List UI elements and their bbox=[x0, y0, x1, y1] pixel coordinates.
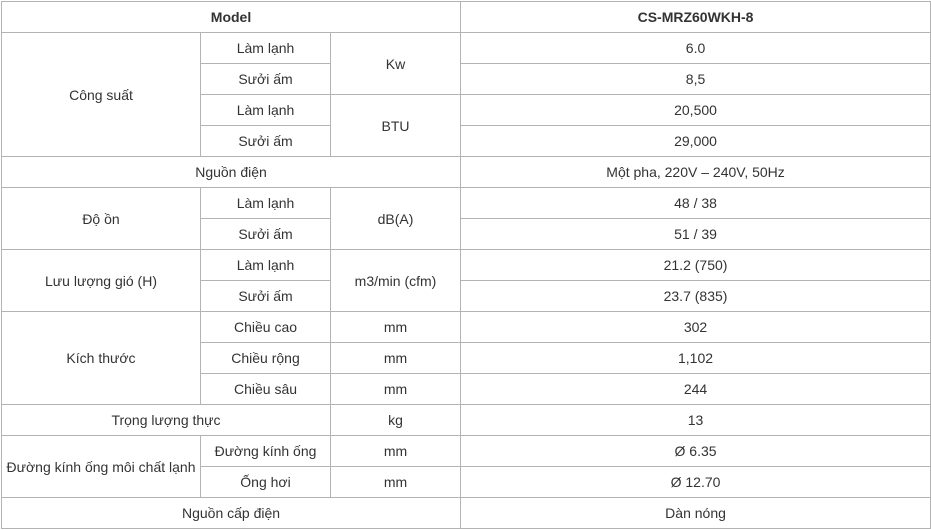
airflow-unit: m3/min (cfm) bbox=[331, 250, 461, 312]
pipe-label: Đường kính ống môi chất lạnh bbox=[2, 436, 201, 498]
airflow-cooling-value: 21.2 (750) bbox=[461, 250, 931, 281]
table-row bbox=[2, 33, 931, 64]
noise-heating-value: 51 / 39 bbox=[461, 219, 931, 250]
pipe-liquid-value: Ø 6.35 bbox=[461, 436, 931, 467]
dimensions-unit: mm bbox=[331, 312, 461, 343]
noise-cooling-label: Làm lạnh bbox=[201, 188, 331, 219]
power-source-value: Một pha, 220V – 240V, 50Hz bbox=[461, 157, 931, 188]
capacity-kw-cooling: 6.0 bbox=[461, 33, 931, 64]
pipe-gas-value: Ø 12.70 bbox=[461, 467, 931, 498]
dimensions-depth-label: Chiều sâu bbox=[201, 374, 331, 405]
capacity-cooling-label: Làm lạnh bbox=[201, 33, 331, 64]
power-supply-value: Dàn nóng bbox=[461, 498, 931, 529]
dimensions-unit: mm bbox=[331, 374, 461, 405]
capacity-unit-btu: BTU bbox=[331, 95, 461, 157]
pipe-gas-label: Ống hơi bbox=[201, 467, 331, 498]
dimensions-depth-value: 244 bbox=[461, 374, 931, 405]
dimensions-height-value: 302 bbox=[461, 312, 931, 343]
table-row bbox=[2, 157, 931, 188]
power-supply-label: Nguồn cấp điện bbox=[2, 498, 461, 529]
airflow-cooling-label: Làm lạnh bbox=[201, 250, 331, 281]
table-row bbox=[2, 405, 931, 436]
capacity-heating-label: Sưởi ấm bbox=[201, 126, 331, 157]
pipe-unit: mm bbox=[331, 467, 461, 498]
noise-cooling-value: 48 / 38 bbox=[461, 188, 931, 219]
capacity-btu-cooling: 20,500 bbox=[461, 95, 931, 126]
power-source-label: Nguồn điện bbox=[2, 157, 461, 188]
pipe-unit: mm bbox=[331, 436, 461, 467]
dimensions-label: Kích thước bbox=[2, 312, 201, 405]
weight-label: Trọng lượng thực bbox=[2, 405, 331, 436]
airflow-heating-label: Sưởi ấm bbox=[201, 281, 331, 312]
capacity-btu-heating: 29,000 bbox=[461, 126, 931, 157]
spec-table bbox=[1, 1, 931, 529]
table-row bbox=[2, 250, 931, 281]
model-value: CS-MRZ60WKH-8 bbox=[461, 2, 931, 33]
weight-unit: kg bbox=[331, 405, 461, 436]
table-row bbox=[2, 188, 931, 219]
table-row bbox=[2, 498, 931, 529]
noise-unit: dB(A) bbox=[331, 188, 461, 250]
noise-heating-label: Sưởi ấm bbox=[201, 219, 331, 250]
dimensions-width-label: Chiều rộng bbox=[201, 343, 331, 374]
table-row bbox=[2, 312, 931, 343]
capacity-cooling-label: Làm lạnh bbox=[201, 95, 331, 126]
header-row bbox=[2, 2, 931, 33]
weight-value: 13 bbox=[461, 405, 931, 436]
dimensions-height-label: Chiều cao bbox=[201, 312, 331, 343]
noise-label: Độ ồn bbox=[2, 188, 201, 250]
pipe-liquid-label: Đường kính ống bbox=[201, 436, 331, 467]
capacity-unit-kw: Kw bbox=[331, 33, 461, 95]
capacity-label: Công suất bbox=[2, 33, 201, 157]
model-label: Model bbox=[2, 2, 461, 33]
capacity-kw-heating: 8,5 bbox=[461, 64, 931, 95]
dimensions-width-value: 1,102 bbox=[461, 343, 931, 374]
airflow-heating-value: 23.7 (835) bbox=[461, 281, 931, 312]
airflow-label: Lưu lượng gió (H) bbox=[2, 250, 201, 312]
table-row bbox=[2, 436, 931, 467]
dimensions-unit: mm bbox=[331, 343, 461, 374]
capacity-heating-label: Sưởi ấm bbox=[201, 64, 331, 95]
